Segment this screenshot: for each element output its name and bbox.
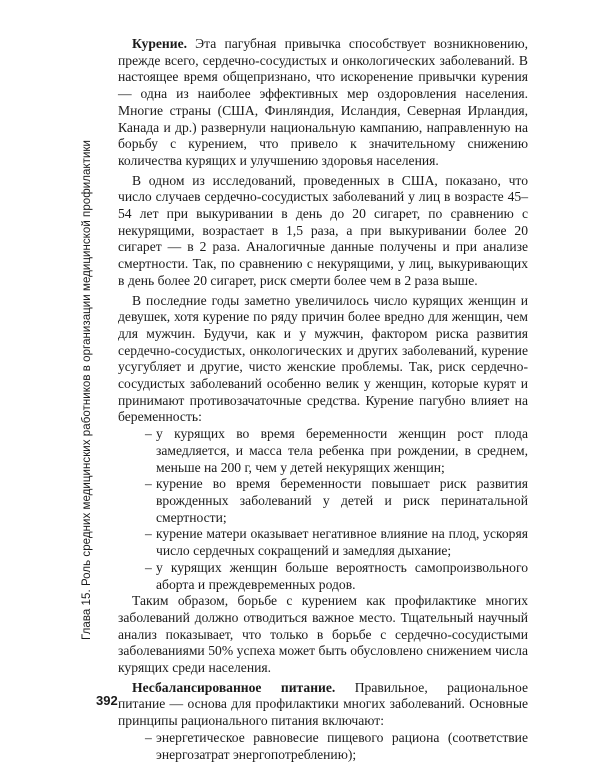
list-marker: – <box>145 559 152 575</box>
nutrition-paragraph <box>118 680 528 730</box>
nutrition-principles-list <box>118 730 528 763</box>
conclusion-paragraph: Таким образом, борьбе с курением как профилактике многих заболеваний должно отводиться важное место. Тщательный научный анализ показывает, что только в борьбе с сердечно-сосудистыми заболеваниями 50% успеха может быть обусловлено снижением числа курящих среди населения. <box>118 593 528 676</box>
smoking-intro-paragraph <box>118 36 528 170</box>
nutrition-term: Несбалансированное питание. <box>132 679 336 695</box>
smoking-term: Курение. <box>132 36 188 51</box>
nutrition-intro-text: Правильное, рациональное питание — основа для профилактики многих заболеваний. Основные принципы рационального питания включают: <box>118 679 528 729</box>
list-item-text: энергетическое равновесие пищевого рациона (соответствие энергозатрат энергопотреблению); <box>156 729 528 762</box>
running-header: Глава 15. Роль средних медицинских работников в организации медицинской профилактики <box>81 140 93 640</box>
list-marker: – <box>145 426 152 442</box>
list-item <box>145 729 528 763</box>
list-item-text: у курящих женщин больше вероятность самопроизвольного аборта и преждевременных родов. <box>156 559 528 592</box>
list-item <box>145 426 528 476</box>
list-marker: – <box>145 526 152 542</box>
list-item <box>145 476 528 526</box>
women-smoking-paragraph: В последние годы заметно увеличилось число курящих женщин и девушек, хотя курение по ряду причин более вредно для женщин, чем для мужчин. Будучи, как и у мужчин, фактором риска развития сердечно-сосудистых, онкологических и других заболеваний, курение усугубляет и другие, чисто женские проблемы. Так, риск сердечно-сосудистых заболеваний особенно велик у женщин, которые курят и принимают противозачаточные средства. Курение пагубно влияет на беременность: <box>118 292 528 425</box>
list-marker: – <box>145 476 152 492</box>
list-item-text: у курящих во время беременности женщин рост плода замедляется, и масса тела ребенка при рождении, в среднем, меньше на 200 г, чем у детей некурящих женщин; <box>156 426 528 475</box>
us-study-paragraph: В одном из исследований, проведенных в США, показано, что число случаев сердечно-сосудистых заболеваний у лиц в возрасте 45–54 лет при выкуривании в день до 20 сигарет, по сравнению с некурящими, возрастает в 1,5 раза, а при выкуривании более 20 сигарет — в 2 раза. Аналогичные данные получены и при анализе смертности. Так, по сравнению с некурящими, у лиц, выкуривающих в день более 20 сигарет, риск смерти более чем в 2 раза выше. <box>118 172 528 288</box>
page-body <box>118 36 528 763</box>
list-item <box>145 526 528 559</box>
list-item-text: курение во время беременности повышает риск развития врожденных заболеваний у детей и риск перинатальной смертности; <box>156 476 528 525</box>
page-number: 392 <box>96 693 118 708</box>
list-item-text: курение матери оказывает негативное влияние на плод, ускоряя число сердечных сокращений и замедляя дыхание; <box>156 526 528 559</box>
list-item <box>145 559 528 593</box>
pregnancy-effects-list <box>118 426 528 593</box>
list-marker: – <box>145 729 152 745</box>
smoking-intro-text: Эта пагубная привычка способствует возникновению, прежде всего, сердечно-сосудистых и онкологических заболеваний. В настоящее время общепризнано, что искоренение привычки курения — одна из наиболее эффективных мер оздоровления населения. Многие страны (США, Финляндия, Исландия, Северная Ирландия, Канада и др.) развернули национальную кампанию, направленную на борьбу с курением, что привело к значительному снижению количества курящих и улучшению здоровья населения. <box>118 36 528 168</box>
